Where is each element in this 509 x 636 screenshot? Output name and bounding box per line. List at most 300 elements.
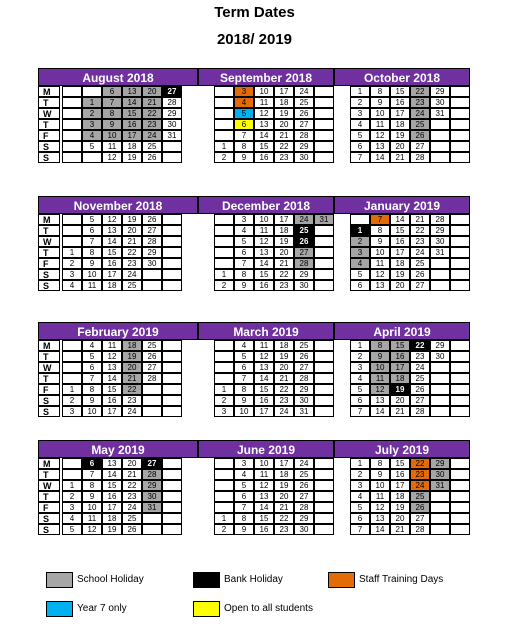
date-cell: 3 (350, 108, 370, 119)
date-cell: 22 (274, 141, 294, 152)
date-cell (162, 269, 182, 280)
date-cell: 5 (350, 130, 370, 141)
date-cell (450, 269, 470, 280)
date-cell: 7 (234, 373, 254, 384)
date-cell: 15 (102, 480, 122, 491)
date-cell: 17 (274, 458, 294, 469)
date-cell (450, 119, 470, 130)
date-cell (450, 469, 470, 480)
date-cell: 22 (122, 480, 142, 491)
date-cell: 15 (254, 513, 274, 524)
date-cell: 1 (214, 141, 234, 152)
date-cell (450, 86, 470, 97)
date-cell: 18 (274, 225, 294, 236)
date-cell (62, 458, 82, 469)
date-cell: 30 (162, 119, 182, 130)
date-cell: 19 (390, 502, 410, 513)
date-cell (82, 86, 102, 97)
date-cell: 19 (390, 130, 410, 141)
date-cell: 11 (254, 97, 274, 108)
date-cell: 25 (410, 119, 430, 130)
date-cell: 4 (62, 513, 82, 524)
date-cell: 13 (370, 141, 390, 152)
date-cell: 6 (350, 280, 370, 291)
date-cell: 8 (234, 269, 254, 280)
date-cell: 24 (142, 130, 162, 141)
date-cell: 7 (82, 373, 102, 384)
date-cell: 11 (102, 141, 122, 152)
date-cell: 22 (122, 384, 142, 395)
date-cell: 23 (274, 280, 294, 291)
date-cell: 30 (430, 469, 450, 480)
date-cell: 26 (410, 269, 430, 280)
date-cell: 4 (82, 340, 102, 351)
date-cell: 30 (142, 258, 162, 269)
date-cell: 17 (390, 362, 410, 373)
date-cell: 26 (410, 130, 430, 141)
date-cell: 6 (234, 119, 254, 130)
date-cell: 7 (234, 502, 254, 513)
date-cell: 20 (122, 225, 142, 236)
date-cell (450, 340, 470, 351)
weekday-label: T (38, 373, 60, 384)
date-cell: 29 (294, 141, 314, 152)
date-cell (162, 502, 182, 513)
weekday-label: W (38, 480, 60, 491)
date-cell: 28 (142, 236, 162, 247)
date-cell: 16 (254, 395, 274, 406)
date-cell: 2 (350, 236, 370, 247)
date-cell (162, 280, 182, 291)
date-cell: 11 (82, 513, 102, 524)
date-cell: 26 (142, 351, 162, 362)
date-cell: 28 (430, 214, 450, 225)
date-cell (62, 108, 82, 119)
date-cell: 1 (350, 340, 370, 351)
legend-swatch (46, 601, 73, 617)
date-cell (142, 280, 162, 291)
date-cell: 10 (370, 108, 390, 119)
date-cell: 30 (430, 351, 450, 362)
date-cell: 9 (370, 351, 390, 362)
month-header: March 2019 (198, 322, 334, 340)
date-cell (162, 236, 182, 247)
date-cell: 2 (62, 395, 82, 406)
date-cell (450, 502, 470, 513)
date-cell: 23 (410, 469, 430, 480)
date-cell: 25 (142, 340, 162, 351)
date-cell: 29 (294, 269, 314, 280)
date-cell (314, 362, 334, 373)
weekday-label: S (38, 280, 60, 291)
date-cell: 6 (234, 247, 254, 258)
date-cell: 12 (254, 351, 274, 362)
date-cell (450, 458, 470, 469)
date-cell: 8 (234, 513, 254, 524)
date-cell: 21 (390, 152, 410, 163)
date-cell: 19 (274, 480, 294, 491)
date-cell: 13 (254, 491, 274, 502)
date-cell: 10 (234, 406, 254, 417)
month-header: January 2019 (334, 196, 470, 214)
date-cell (162, 340, 182, 351)
date-cell (162, 384, 182, 395)
date-cell: 19 (390, 269, 410, 280)
date-cell: 4 (234, 340, 254, 351)
date-cell (450, 395, 470, 406)
date-cell: 24 (122, 269, 142, 280)
date-cell: 9 (82, 258, 102, 269)
date-cell (450, 108, 470, 119)
date-cell: 22 (274, 513, 294, 524)
date-cell: 23 (274, 152, 294, 163)
date-cell: 19 (122, 152, 142, 163)
date-cell: 7 (234, 130, 254, 141)
date-cell (314, 491, 334, 502)
date-cell: 9 (234, 524, 254, 535)
date-cell: 5 (82, 214, 102, 225)
date-cell: 26 (122, 524, 142, 535)
date-cell: 4 (82, 130, 102, 141)
page-title: Term Dates (214, 4, 295, 21)
date-cell: 12 (102, 351, 122, 362)
date-cell (162, 351, 182, 362)
date-cell (162, 480, 182, 491)
date-cell: 8 (234, 384, 254, 395)
date-cell (62, 141, 82, 152)
date-cell: 14 (254, 373, 274, 384)
date-cell (214, 247, 234, 258)
date-cell: 22 (410, 86, 430, 97)
date-cell (314, 280, 334, 291)
legend-swatch (328, 572, 355, 588)
date-cell: 4 (350, 373, 370, 384)
date-cell (450, 247, 470, 258)
legend-swatch (193, 601, 220, 617)
date-cell: 21 (390, 524, 410, 535)
date-cell (430, 130, 450, 141)
date-cell: 24 (294, 458, 314, 469)
date-cell: 27 (294, 119, 314, 130)
date-cell: 31 (430, 108, 450, 119)
date-cell: 29 (142, 247, 162, 258)
date-cell (430, 406, 450, 417)
weekday-label: S (38, 406, 60, 417)
date-cell (214, 362, 234, 373)
date-cell (450, 524, 470, 535)
date-cell: 13 (370, 280, 390, 291)
date-cell: 15 (102, 384, 122, 395)
date-cell: 28 (162, 97, 182, 108)
date-cell: 20 (390, 280, 410, 291)
date-cell: 15 (254, 269, 274, 280)
date-cell: 28 (410, 524, 430, 535)
month-header: February 2019 (38, 322, 198, 340)
date-cell: 23 (142, 119, 162, 130)
month-header: July 2019 (334, 440, 470, 458)
date-cell: 2 (214, 395, 234, 406)
date-cell (450, 351, 470, 362)
date-cell (314, 524, 334, 535)
date-cell: 2 (214, 152, 234, 163)
date-cell: 30 (294, 524, 314, 535)
date-cell: 2 (214, 524, 234, 535)
date-cell: 23 (410, 97, 430, 108)
date-cell: 14 (254, 502, 274, 513)
date-cell: 12 (254, 108, 274, 119)
date-cell: 31 (430, 480, 450, 491)
date-cell: 29 (430, 225, 450, 236)
month-header: August 2018 (38, 68, 198, 86)
date-cell: 18 (102, 513, 122, 524)
date-cell (314, 406, 334, 417)
date-cell: 28 (410, 152, 430, 163)
date-cell (430, 141, 450, 152)
date-cell (430, 280, 450, 291)
date-cell (450, 373, 470, 384)
date-cell: 6 (350, 395, 370, 406)
date-cell: 27 (410, 395, 430, 406)
date-cell: 27 (142, 362, 162, 373)
date-cell: 26 (294, 351, 314, 362)
date-cell (314, 513, 334, 524)
date-cell: 11 (102, 340, 122, 351)
date-cell (314, 236, 334, 247)
date-cell (62, 225, 82, 236)
date-cell (62, 362, 82, 373)
date-cell: 10 (102, 130, 122, 141)
date-cell (450, 97, 470, 108)
date-cell (162, 214, 182, 225)
month-header: October 2018 (334, 68, 470, 86)
date-cell: 1 (350, 458, 370, 469)
date-cell: 17 (390, 480, 410, 491)
weekday-label: M (38, 458, 60, 469)
date-cell: 10 (82, 269, 102, 280)
date-cell: 9 (82, 395, 102, 406)
date-cell: 4 (350, 258, 370, 269)
month-header: June 2019 (198, 440, 334, 458)
date-cell: 31 (162, 130, 182, 141)
date-cell: 13 (102, 362, 122, 373)
date-cell: 25 (294, 225, 314, 236)
date-cell: 10 (254, 214, 274, 225)
date-cell: 13 (370, 395, 390, 406)
date-cell: 20 (122, 362, 142, 373)
date-cell (62, 119, 82, 130)
date-cell: 9 (82, 491, 102, 502)
date-cell (450, 491, 470, 502)
date-cell: 1 (82, 97, 102, 108)
date-cell (162, 225, 182, 236)
date-cell: 31 (430, 247, 450, 258)
date-cell: 6 (234, 491, 254, 502)
date-cell: 24 (410, 480, 430, 491)
date-cell: 27 (410, 141, 430, 152)
date-cell: 27 (294, 247, 314, 258)
date-cell: 29 (162, 108, 182, 119)
date-cell: 12 (102, 214, 122, 225)
date-cell: 1 (214, 384, 234, 395)
date-cell: 15 (390, 86, 410, 97)
date-cell: 26 (142, 152, 162, 163)
date-cell: 4 (234, 469, 254, 480)
weekday-label: F (38, 384, 60, 395)
date-cell: 4 (62, 280, 82, 291)
date-cell (142, 384, 162, 395)
date-cell: 6 (82, 458, 102, 469)
date-cell: 1 (62, 384, 82, 395)
date-cell: 23 (410, 351, 430, 362)
date-cell: 25 (410, 258, 430, 269)
date-cell: 21 (274, 258, 294, 269)
date-cell: 23 (122, 395, 142, 406)
date-cell: 14 (370, 406, 390, 417)
date-cell (314, 502, 334, 513)
date-cell: 21 (142, 97, 162, 108)
date-cell: 14 (102, 373, 122, 384)
date-cell (450, 384, 470, 395)
date-cell (350, 214, 370, 225)
date-cell: 1 (62, 480, 82, 491)
date-cell: 23 (410, 236, 430, 247)
legend-label: School Holiday (77, 574, 144, 585)
weekday-label: W (38, 236, 60, 247)
date-cell (450, 406, 470, 417)
date-cell: 28 (410, 406, 430, 417)
date-cell (430, 513, 450, 524)
date-cell (314, 119, 334, 130)
date-cell (314, 469, 334, 480)
date-cell: 26 (294, 480, 314, 491)
date-cell: 8 (82, 384, 102, 395)
weekday-label: S (38, 269, 60, 280)
weekday-label: M (38, 214, 60, 225)
date-cell (450, 214, 470, 225)
date-cell: 29 (430, 340, 450, 351)
date-cell: 13 (102, 225, 122, 236)
date-cell (450, 258, 470, 269)
date-cell: 18 (122, 340, 142, 351)
date-cell: 3 (234, 86, 254, 97)
date-cell: 14 (102, 236, 122, 247)
date-cell: 30 (294, 280, 314, 291)
date-cell: 16 (390, 236, 410, 247)
date-cell (450, 362, 470, 373)
date-cell: 18 (274, 340, 294, 351)
date-cell: 9 (234, 152, 254, 163)
date-cell: 5 (234, 236, 254, 247)
date-cell: 20 (274, 362, 294, 373)
date-cell: 15 (390, 458, 410, 469)
date-cell: 3 (350, 480, 370, 491)
date-cell: 4 (350, 119, 370, 130)
date-cell: 8 (370, 458, 390, 469)
date-cell: 23 (122, 258, 142, 269)
date-cell: 20 (274, 119, 294, 130)
date-cell (62, 236, 82, 247)
date-cell: 18 (274, 97, 294, 108)
date-cell (314, 351, 334, 362)
weekday-label: T (38, 247, 60, 258)
date-cell: 15 (254, 141, 274, 152)
date-cell (430, 362, 450, 373)
date-cell: 8 (234, 141, 254, 152)
weekday-label: T (38, 119, 60, 130)
date-cell: 9 (234, 395, 254, 406)
date-cell (314, 384, 334, 395)
date-cell: 20 (274, 491, 294, 502)
weekday-label: W (38, 362, 60, 373)
date-cell: 16 (390, 351, 410, 362)
date-cell: 18 (390, 258, 410, 269)
date-cell: 1 (350, 225, 370, 236)
weekday-label: F (38, 502, 60, 513)
date-cell (214, 86, 234, 97)
date-cell: 22 (410, 340, 430, 351)
date-cell: 7 (82, 469, 102, 480)
date-cell: 16 (254, 524, 274, 535)
date-cell: 6 (350, 141, 370, 152)
month-header: November 2018 (38, 196, 198, 214)
date-cell: 28 (294, 130, 314, 141)
date-cell: 26 (294, 236, 314, 247)
date-cell: 1 (62, 247, 82, 258)
date-cell (314, 97, 334, 108)
date-cell: 21 (122, 469, 142, 480)
date-cell: 26 (142, 214, 162, 225)
date-cell: 21 (390, 406, 410, 417)
date-cell: 17 (122, 130, 142, 141)
date-cell: 12 (254, 480, 274, 491)
date-cell (314, 130, 334, 141)
date-cell (314, 258, 334, 269)
date-cell: 5 (82, 141, 102, 152)
date-cell: 22 (274, 384, 294, 395)
date-cell: 26 (294, 108, 314, 119)
date-cell: 23 (274, 524, 294, 535)
date-cell (214, 119, 234, 130)
date-cell: 16 (102, 491, 122, 502)
date-cell (142, 406, 162, 417)
date-cell: 27 (294, 491, 314, 502)
date-cell: 25 (122, 280, 142, 291)
date-cell (430, 119, 450, 130)
date-cell: 16 (102, 395, 122, 406)
date-cell: 17 (102, 269, 122, 280)
date-cell (162, 513, 182, 524)
date-cell: 28 (294, 373, 314, 384)
date-cell: 25 (410, 491, 430, 502)
date-cell (214, 130, 234, 141)
date-cell (62, 469, 82, 480)
date-cell: 16 (254, 280, 274, 291)
weekday-label: T (38, 469, 60, 480)
weekday-label: T (38, 351, 60, 362)
date-cell: 25 (294, 340, 314, 351)
month-header: September 2018 (198, 68, 334, 86)
date-cell: 21 (122, 373, 142, 384)
date-cell (62, 340, 82, 351)
date-cell: 15 (254, 384, 274, 395)
date-cell: 25 (410, 373, 430, 384)
date-cell (162, 362, 182, 373)
legend-swatch (46, 572, 73, 588)
date-cell: 13 (370, 513, 390, 524)
date-cell: 4 (234, 97, 254, 108)
date-cell (214, 502, 234, 513)
date-cell: 31 (314, 214, 334, 225)
